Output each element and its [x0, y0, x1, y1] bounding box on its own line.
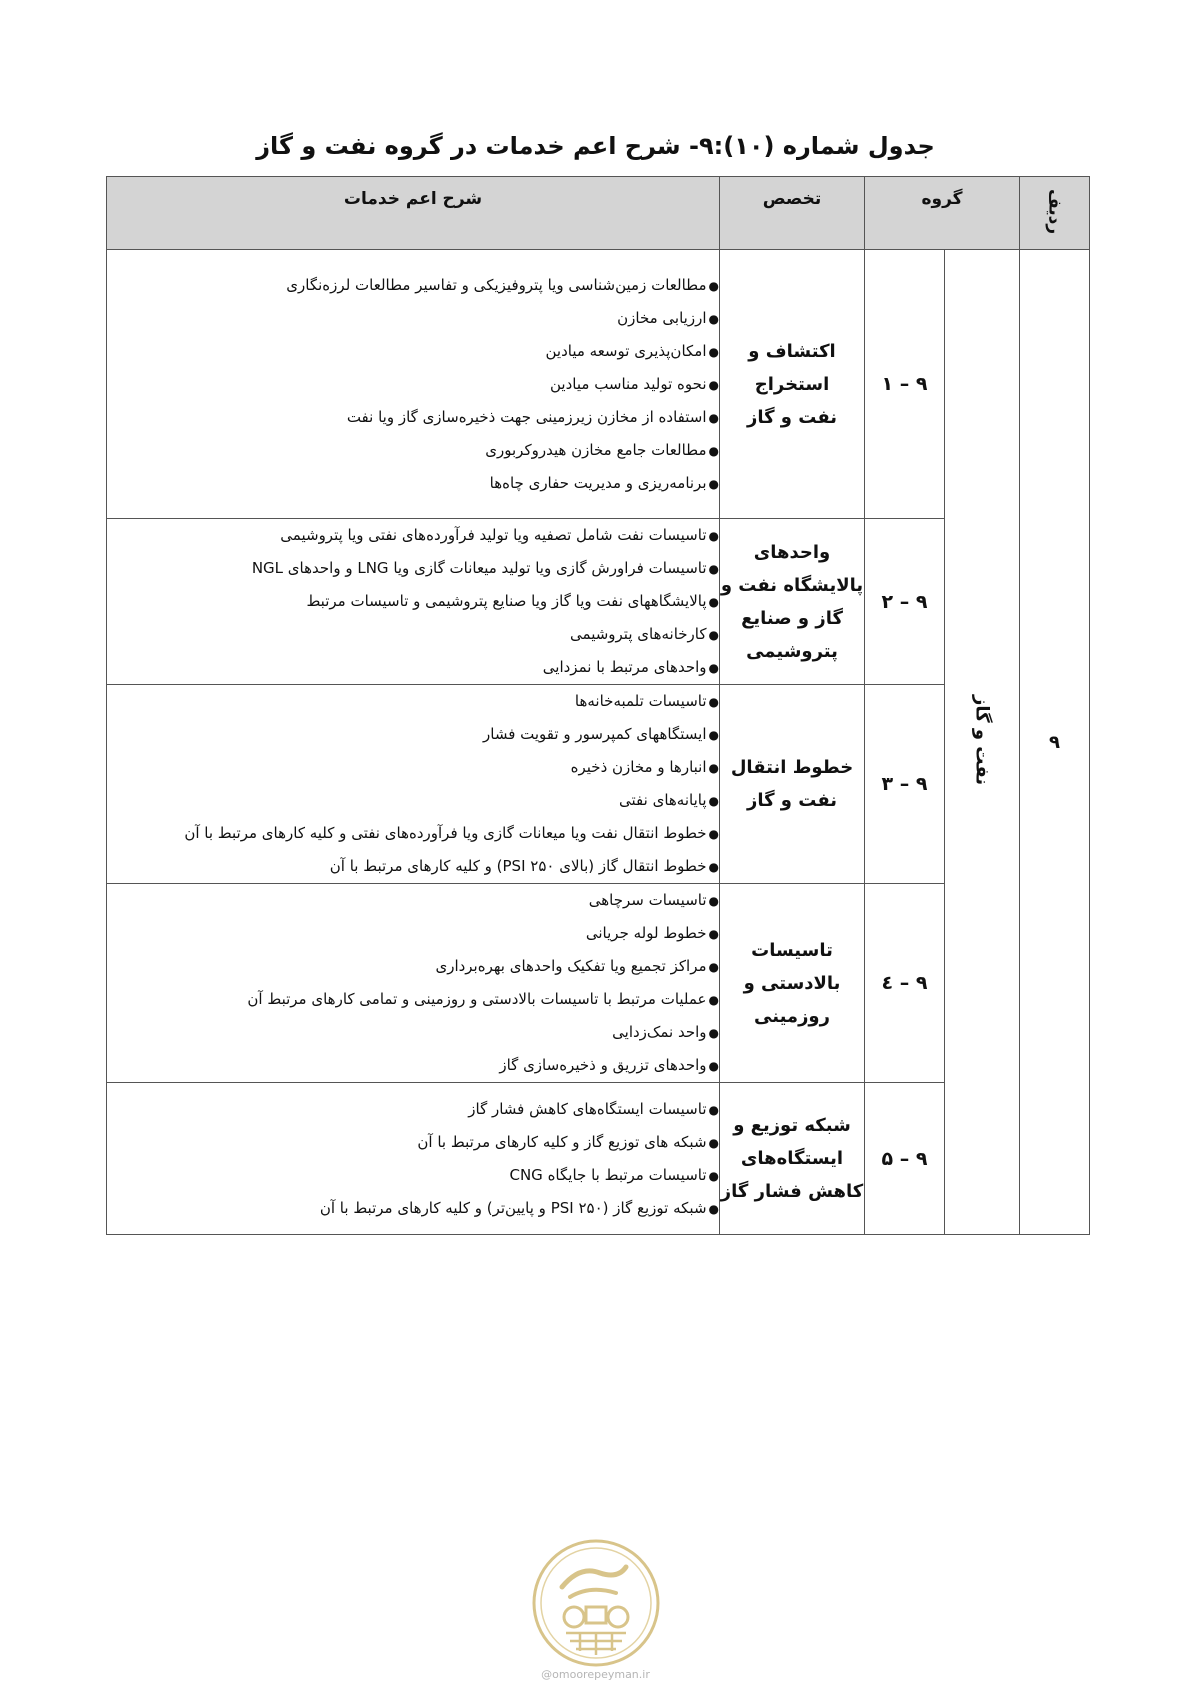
- service-text: واحدهای تزریق و ذخیره‌سازی گاز: [499, 1056, 707, 1074]
- list-item: [107, 401, 719, 434]
- service-text: نحوه تولید مناسب میادین: [550, 374, 707, 393]
- service-text: مطالعات زمین‌شناسی ویا پتروفیزیکی و تفاسیر مطالعات لرزه‌نگاری: [286, 275, 707, 294]
- specialty-cell: [720, 519, 865, 685]
- list-item: [107, 1192, 719, 1225]
- specialty-line: پتروشیمی: [746, 640, 838, 662]
- subgroup-row: [107, 1083, 1090, 1235]
- bullet-icon: ●: [708, 476, 719, 491]
- list-item: [107, 1126, 719, 1159]
- bullet-icon: ●: [708, 993, 719, 1007]
- list-item: [107, 751, 719, 784]
- list-item: [107, 269, 719, 302]
- service-text: مراکز تجمیع ویا تفکیک واحدهای بهره‌برداری: [435, 957, 707, 975]
- subgroup-code: ۹ – ۳: [865, 685, 945, 884]
- bullet-icon: ●: [708, 278, 719, 293]
- service-text: ارزیابی مخازن: [617, 308, 707, 327]
- bullet-icon: ●: [708, 529, 719, 543]
- list-item: [107, 983, 719, 1016]
- subgroup-code: ۹ – ۵: [865, 1083, 945, 1235]
- group-name-cell: [945, 250, 1020, 1235]
- bullet-icon: ●: [708, 1059, 719, 1073]
- bullet-icon: ●: [708, 311, 719, 326]
- bullet-icon: ●: [708, 1201, 719, 1216]
- watermark-url: @omoorepeyman.ir: [541, 1668, 650, 1681]
- specialty-line: پالایشگاه نفت و: [720, 574, 864, 596]
- specialty-line: شبکه توزیع و: [733, 1115, 851, 1136]
- specialty-line: ایستگاه‌های: [740, 1148, 844, 1169]
- service-text: تاسیسات نفت شامل تصفیه ویا تولید فرآورده‌های نفتی ویا پتروشیمی: [280, 526, 707, 544]
- service-text: شبکه های توزیع گاز و کلیه کارهای مرتبط با آن: [417, 1132, 707, 1151]
- service-text: تاسیسات ایستگاه‌های کاهش فشار گاز: [468, 1099, 707, 1118]
- page-title: جدول شماره (۱۰):۹- شرح اعم خدمات در گروه نفت و گاز: [256, 132, 935, 160]
- specialty-line: استخراج: [754, 373, 830, 395]
- header-description: شرح اعم خدمات: [107, 177, 720, 250]
- bullet-icon: ●: [708, 960, 719, 974]
- service-text: شبکه توزیع گاز (۲۵۰ PSI و پایین‌تر) و کلیه کارهای مرتبط با آن: [319, 1198, 707, 1217]
- subgroup-row: [107, 250, 1090, 519]
- subgroup-code: ۹ – ۲: [865, 519, 945, 685]
- service-text: استفاده از مخازن زیرزمینی جهت ذخیره‌سازی گاز ویا نفت: [346, 407, 707, 426]
- bullet-icon: ●: [708, 894, 719, 908]
- group-name-label: نفت و گاز: [971, 694, 993, 786]
- list-item: [107, 368, 719, 401]
- list-item: [107, 302, 719, 335]
- list-item: [107, 434, 719, 467]
- specialty-line: واحدهای: [753, 541, 831, 563]
- service-text: تاسیسات مرتبط با جایگاه CNG: [509, 1165, 707, 1184]
- bullet-icon: ●: [708, 443, 719, 458]
- specialty-line: گاز و صنایع: [741, 607, 843, 629]
- list-item: [107, 467, 719, 500]
- list-item: [107, 519, 719, 552]
- list-item: [107, 685, 719, 718]
- specialty-line: اکتشاف و: [748, 340, 836, 362]
- services-list: [107, 884, 719, 1082]
- services-list: [107, 1093, 719, 1225]
- services-table: [106, 176, 1090, 1235]
- bullet-icon: ●: [708, 628, 719, 642]
- service-text: واحدهای مرتبط با نمزدایی: [542, 658, 707, 676]
- services-list: [107, 269, 719, 500]
- specialty-cell: [720, 884, 865, 1083]
- specialty-cell: [720, 1083, 865, 1235]
- bullet-icon: ●: [708, 1102, 719, 1117]
- service-text: خطوط انتقال نفت ویا میعانات گازی ویا فرآورده‌های نفتی و کلیه کارهای مرتبط با آن: [184, 824, 707, 842]
- row-number-cell: ۹: [1020, 250, 1090, 1235]
- bullet-icon: ●: [708, 595, 719, 609]
- list-item: [107, 651, 719, 684]
- list-item: [107, 950, 719, 983]
- service-text: انبارها و مخازن ذخیره: [570, 758, 707, 776]
- service-text: خطوط انتقال گاز (بالای ۲۵۰ PSI) و کلیه کارهای مرتبط با آن: [329, 857, 707, 875]
- bullet-icon: ●: [708, 695, 719, 709]
- service-text: پایانه‌های نفتی: [619, 791, 707, 809]
- list-item: [107, 884, 719, 917]
- list-item: [107, 618, 719, 651]
- list-item: [107, 1016, 719, 1049]
- services-cell: [107, 250, 720, 519]
- bullet-icon: ●: [708, 927, 719, 941]
- services-cell: [107, 1083, 720, 1235]
- specialty-line: خطوط انتقال: [730, 757, 854, 778]
- bullet-icon: ●: [708, 728, 719, 742]
- list-item: [107, 784, 719, 817]
- list-item: [107, 917, 719, 950]
- list-item: [107, 585, 719, 618]
- bullet-icon: ●: [708, 827, 719, 841]
- bullet-icon: ●: [708, 860, 719, 874]
- specialty-line: نفت و گاز: [746, 790, 838, 811]
- specialty-cell: [720, 685, 865, 884]
- omoore-peyman-seal-logo: [530, 1537, 662, 1669]
- subgroup-code: ۹ – ٤: [865, 884, 945, 1083]
- list-item: [107, 1049, 719, 1082]
- bullet-icon: ●: [708, 761, 719, 775]
- service-text: واحد نمک‌زدایی: [612, 1023, 707, 1041]
- bullet-icon: ●: [708, 1168, 719, 1183]
- bullet-icon: ●: [708, 661, 719, 675]
- service-text: عملیات مرتبط با تاسیسات بالادستی و روزمینی و تمامی کارهای مرتبط آن: [247, 990, 707, 1008]
- header-specialty: تخصص: [720, 177, 865, 250]
- table-header-row: [107, 177, 1090, 250]
- bullet-icon: ●: [708, 344, 719, 359]
- services-cell: [107, 685, 720, 884]
- service-text: خطوط لوله جریانی: [585, 924, 707, 942]
- list-item: [107, 335, 719, 368]
- bullet-icon: ●: [708, 1135, 719, 1150]
- services-cell: [107, 519, 720, 685]
- services-list: [107, 519, 719, 684]
- bullet-icon: ●: [708, 794, 719, 808]
- list-item: [107, 1159, 719, 1192]
- header-group: گروه: [865, 177, 1020, 250]
- specialty-line: کاهش فشار گاز: [720, 1181, 864, 1202]
- list-item: [107, 552, 719, 585]
- list-item: [107, 850, 719, 883]
- header-row-number: ردیف: [1020, 177, 1090, 250]
- specialty-cell: [720, 250, 865, 519]
- bullet-icon: ●: [708, 1026, 719, 1040]
- service-text: تاسیسات تلمبه‌خانه‌ها: [574, 692, 707, 710]
- service-text: ایستگاههای کمپرسور و تقویت فشار: [483, 725, 707, 743]
- list-item: [107, 1093, 719, 1126]
- specialty-line: بالادستی و: [743, 972, 841, 994]
- service-text: کارخانه‌های پتروشیمی: [570, 625, 707, 643]
- list-item: [107, 718, 719, 751]
- service-text: امکان‌پذیری توسعه میادین: [545, 341, 707, 360]
- bullet-icon: ●: [708, 377, 719, 392]
- subgroup-row: [107, 884, 1090, 1083]
- service-text: برنامه‌ریزی و مدیریت حفاری چاه‌ها: [489, 473, 707, 492]
- service-text: پالایشگاههای نفت ویا گاز ویا صنایع پتروشیمی و تاسیسات مرتبط: [306, 592, 707, 610]
- services-list: [107, 685, 719, 883]
- bullet-icon: ●: [708, 562, 719, 576]
- specialty-line: نفت و گاز: [746, 406, 838, 428]
- service-text: تاسیسات فراورش گازی ویا تولید میعانات گازی ویا LNG و واحدهای NGL: [251, 559, 707, 577]
- subgroup-code: ۹ – ۱: [865, 250, 945, 519]
- bullet-icon: ●: [708, 410, 719, 425]
- specialty-line: تاسیسات: [751, 939, 833, 961]
- list-item: [107, 817, 719, 850]
- subgroup-row: [107, 519, 1090, 685]
- services-cell: [107, 884, 720, 1083]
- service-text: مطالعات جامع مخازن هیدروکربوری: [485, 440, 707, 459]
- service-text: تاسیسات سرچاهی: [588, 891, 707, 909]
- specialty-line: روزمینی: [754, 1005, 830, 1027]
- subgroup-row: [107, 685, 1090, 884]
